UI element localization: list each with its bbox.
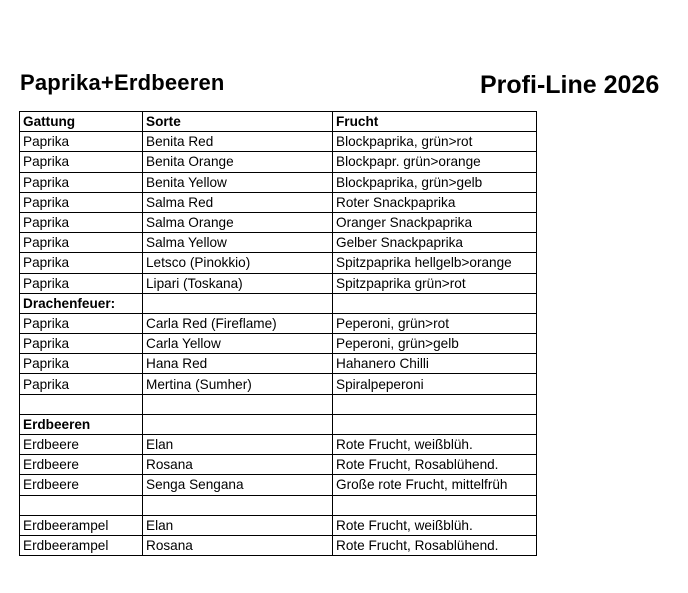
section-label: Drachenfeuer: (20, 293, 143, 313)
section-label: Erdbeeren (20, 414, 143, 434)
empty-row (20, 394, 537, 414)
cell-sorte: Mertina (Sumher) (143, 374, 333, 394)
cell-sorte: Hana Red (143, 354, 333, 374)
table-row (20, 233, 537, 253)
cell-sorte: Carla Red (Fireflame) (143, 313, 333, 333)
cell-sorte: Elan (143, 435, 333, 455)
cell-frucht: Roter Snackpaprika (333, 192, 537, 212)
cell-gattung: Paprika (20, 172, 143, 192)
cell-frucht: Rote Frucht, Rosablühend. (333, 455, 537, 475)
cell-frucht: Spitzpaprika grün>rot (333, 273, 537, 293)
cell-sorte: Letsco (Pinokkio) (143, 253, 333, 273)
variety-table (19, 111, 537, 556)
cell-sorte: Benita Yellow (143, 172, 333, 192)
cell-gattung (20, 394, 143, 414)
cell-frucht (333, 394, 537, 414)
cell-frucht: Hahanero Chilli (333, 354, 537, 374)
cell-gattung: Paprika (20, 212, 143, 232)
cell-gattung: Paprika (20, 313, 143, 333)
table-header-row (20, 112, 537, 132)
cell-gattung: Paprika (20, 273, 143, 293)
table-row (20, 152, 537, 172)
cell-gattung: Erdbeere (20, 475, 143, 495)
cell-frucht: Rote Frucht, weißblüh. (333, 515, 537, 535)
page-title: Paprika+Erdbeeren (20, 70, 225, 95)
cell-gattung: Paprika (20, 354, 143, 374)
cell-frucht: Rote Frucht, weißblüh. (333, 435, 537, 455)
cell-frucht: Große rote Frucht, mittelfrüh (333, 475, 537, 495)
table-row (20, 515, 537, 535)
cell-sorte: Benita Red (143, 132, 333, 152)
cell-gattung: Paprika (20, 253, 143, 273)
column-header-sorte: Sorte (143, 112, 333, 132)
cell-gattung: Paprika (20, 374, 143, 394)
cell-frucht (333, 414, 537, 434)
empty-row (20, 495, 537, 515)
cell-sorte: Rosana (143, 455, 333, 475)
cell-frucht: Spiralpeperoni (333, 374, 537, 394)
table-row (20, 313, 537, 333)
table-row (20, 354, 537, 374)
cell-gattung: Paprika (20, 192, 143, 212)
section-row-drachenfeuer (20, 293, 537, 313)
cell-gattung: Paprika (20, 152, 143, 172)
cell-gattung: Paprika (20, 132, 143, 152)
cell-frucht: Peperoni, grün>gelb (333, 334, 537, 354)
cell-frucht: Gelber Snackpaprika (333, 233, 537, 253)
cell-sorte: Salma Red (143, 192, 333, 212)
cell-sorte (143, 394, 333, 414)
cell-sorte (143, 414, 333, 434)
cell-frucht: Peperoni, grün>rot (333, 313, 537, 333)
cell-sorte: Rosana (143, 535, 333, 555)
cell-sorte: Senga Sengana (143, 475, 333, 495)
cell-sorte: Lipari (Toskana) (143, 273, 333, 293)
cell-sorte: Elan (143, 515, 333, 535)
cell-frucht: Oranger Snackpaprika (333, 212, 537, 232)
table-row (20, 172, 537, 192)
cell-frucht (333, 293, 537, 313)
cell-frucht: Rote Frucht, Rosablühend. (333, 535, 537, 555)
table-row (20, 192, 537, 212)
table-row (20, 132, 537, 152)
cell-sorte (143, 293, 333, 313)
table-row (20, 374, 537, 394)
cell-gattung: Paprika (20, 334, 143, 354)
section-row-erdbeeren (20, 414, 537, 434)
table-row (20, 253, 537, 273)
cell-frucht: Blockpaprika, grün>rot (333, 132, 537, 152)
cell-sorte: Benita Orange (143, 152, 333, 172)
table-row (20, 455, 537, 475)
table-row (20, 334, 537, 354)
cell-gattung: Erdbeerampel (20, 515, 143, 535)
cell-sorte: Salma Orange (143, 212, 333, 232)
table-row (20, 535, 537, 555)
table-row (20, 475, 537, 495)
product-line-title: Profi-Line 2026 (480, 71, 660, 99)
cell-gattung: Erdbeere (20, 435, 143, 455)
cell-frucht (333, 495, 537, 515)
cell-gattung: Paprika (20, 233, 143, 253)
cell-sorte: Salma Yellow (143, 233, 333, 253)
cell-gattung: Erdbeere (20, 455, 143, 475)
cell-frucht: Spitzpaprika hellgelb>orange (333, 253, 537, 273)
cell-gattung (20, 495, 143, 515)
table-row (20, 212, 537, 232)
cell-sorte: Carla Yellow (143, 334, 333, 354)
table-row (20, 435, 537, 455)
cell-frucht: Blockpaprika, grün>gelb (333, 172, 537, 192)
cell-gattung: Erdbeerampel (20, 535, 143, 555)
cell-frucht: Blockpapr. grün>orange (333, 152, 537, 172)
cell-sorte (143, 495, 333, 515)
table-row (20, 273, 537, 293)
column-header-frucht: Frucht (333, 112, 537, 132)
column-header-gattung: Gattung (20, 112, 143, 132)
